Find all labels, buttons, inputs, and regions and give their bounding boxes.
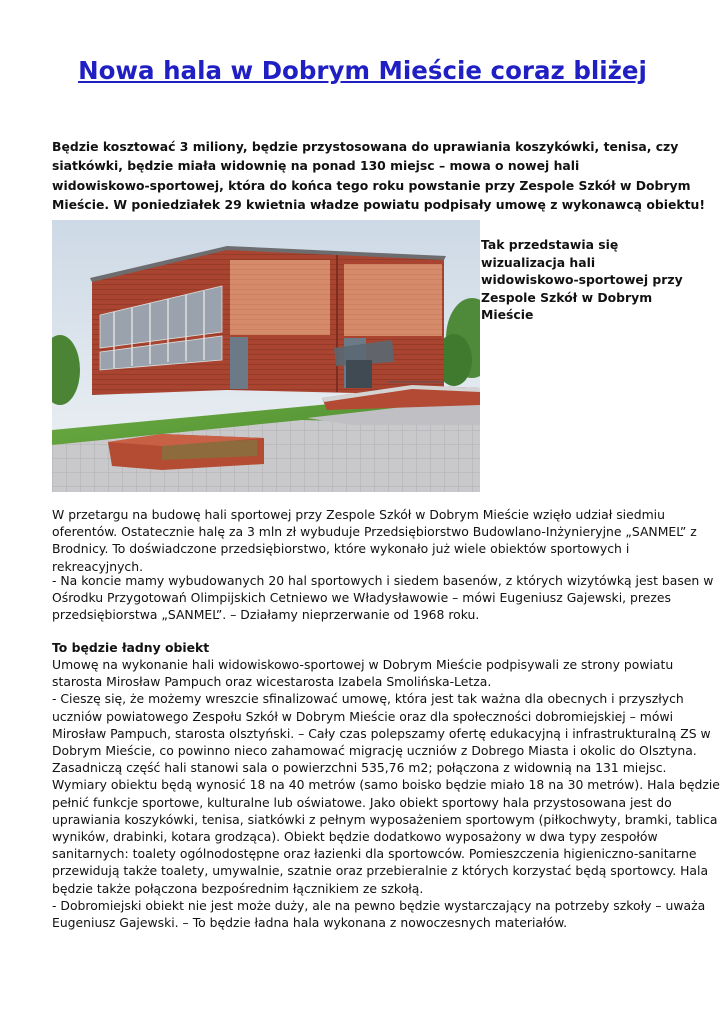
paragraph-line: - Na koncie mamy wybudowanych 20 hal sportowych i siedem basenów, z których wizytówką jest basen w: [52, 573, 714, 588]
caption-line: Zespole Szkół w Dobrym: [481, 289, 653, 305]
paragraph-line: Zasadniczą część hali stanowi sala o powierzchni 535,76 m2; połączona z widownią na 131 miejsc.: [52, 760, 667, 776]
image-caption: [481, 236, 681, 324]
lead-line: Mieście. W poniedziałek 29 kwietnia władze powiatu podpisały umowę z wykonawcą obiektu!: [52, 196, 706, 212]
paragraph-line: oferentów. Ostatecznie halę za 3 mln zł wybuduje Przedsiębiorstwo Budowlano-Inżynieryjne „SANMEL” z: [52, 524, 697, 540]
body-paragraph-2: [52, 572, 714, 624]
body-paragraph-1: [52, 506, 697, 575]
lead-line: widowiskowo-sportowej, która do końca tego roku powstanie przy Zespole Szkół w Dobrym: [52, 177, 691, 193]
paragraph-line: W przetargu na budowę hali sportowej przy Zespole Szkół w Dobrym Mieście wzięło udział siedmiu: [52, 507, 665, 522]
caption-line: Tak przedstawia się: [481, 237, 619, 252]
paragraph-line: Eugeniusz Gajewski. – To będzie ładna hala wykonana z nowoczesnych materiałów.: [52, 915, 568, 931]
paragraph-line: Dobrym Mieście, co powinno nieco zahamować migrację uczniów z Dobrego Miasta i okolic do Olsztyna.: [52, 743, 697, 759]
caption-line: Mieście: [481, 307, 534, 322]
paragraph-line: sanitarnych: toalety ogólnodostępne oraz łazienki dla sportowców. Pomieszczenia higieniczno-sanitarne: [52, 846, 697, 862]
lead-paragraph: [52, 137, 706, 214]
hall-visualization-image: [52, 220, 480, 492]
paragraph-line: uprawiania koszykówki, tenisa, siatkówki z pełnym wyposażeniem sportowym (piłkochwyty, bramki, tablica: [52, 811, 718, 827]
section-heading: To będzie ładny obiekt: [52, 640, 210, 655]
paragraph-line: będzie także połączona bezpośrednim łącznikiem ze szkołą.: [52, 880, 424, 896]
paragraph-line: Umowę na wykonanie hali widowiskowo-sportowej w Dobrym Mieście podpisywali ze strony powiatu: [52, 657, 674, 672]
lead-line: siatkówki, będzie miała widownię na ponad 130 miejsc – mowa o nowej hali: [52, 158, 580, 174]
paragraph-line: Ośrodku Przygotowań Olimpijskich Cetniewo we Władysławowie – mówi Eugeniusz Gajewski, prezes: [52, 590, 671, 606]
paragraph-line: Mirosław Pampuch, starosta olsztyński. – Cały czas polepszamy ofertę edukacyjną i infrastrukturalną ZS w: [52, 725, 711, 741]
caption-line: wizualizacja hali: [481, 254, 596, 270]
paragraph-line: przewidują także toalety, umywalnie, szatnie oraz przebieralnie z których korzystać będą sportowcy. Hala: [52, 863, 709, 879]
paragraph-line: wyników, drabinki, kotara grodząca). Obiekt będzie dodatkowo wyposażony w dwa typy zespołów: [52, 829, 658, 845]
paragraph-line: rekreacyjnych.: [52, 558, 144, 574]
paragraph-line: uczniów powiatowego Zespołu Szkół w Dobrym Mieście oraz dla społeczności dobromiejskiej – mówi: [52, 708, 674, 724]
paragraph-line: przedsiębiorstwa „SANMEL”. – Działamy nieprzerwanie od 1968 roku.: [52, 607, 480, 623]
article-title[interactable]: Nowa hala w Dobrym Mieście coraz bliżej: [78, 56, 647, 85]
paragraph-line: pełnić funkcje sportowe, kulturalne lub oświatowe. Jako obiekt sportowy hala przystosowana jest do: [52, 794, 672, 810]
caption-line: widowiskowo-sportowej przy: [481, 272, 683, 287]
paragraph-line: Brodnicy. To doświadczone przedsiębiorstwo, które wykonało już wiele obiektów sportowych i: [52, 541, 630, 557]
body-paragraph-3: [52, 656, 720, 931]
paragraph-line: - Cieszę się, że możemy wreszcie sfinalizować umowę, która jest tak ważna dla obecnych i przyszłych: [52, 691, 684, 707]
paragraph-line: Wymiary obiektu będą wynosić 18 na 40 metrów (samo boisko będzie miało 18 na 30 metrów). Hala będzie: [52, 777, 720, 793]
lead-line: Będzie kosztować 3 miliony, będzie przystosowana do uprawiania koszykówki, tenisa, czy: [52, 139, 679, 154]
paragraph-line: - Dobromiejski obiekt nie jest może duży, ale na pewno będzie wystarczający na potrzeby szkoły – uważa: [52, 897, 706, 913]
paragraph-line: starosta Mirosław Pampuch oraz wicestarosta Izabela Smolińska-Letza.: [52, 674, 492, 690]
